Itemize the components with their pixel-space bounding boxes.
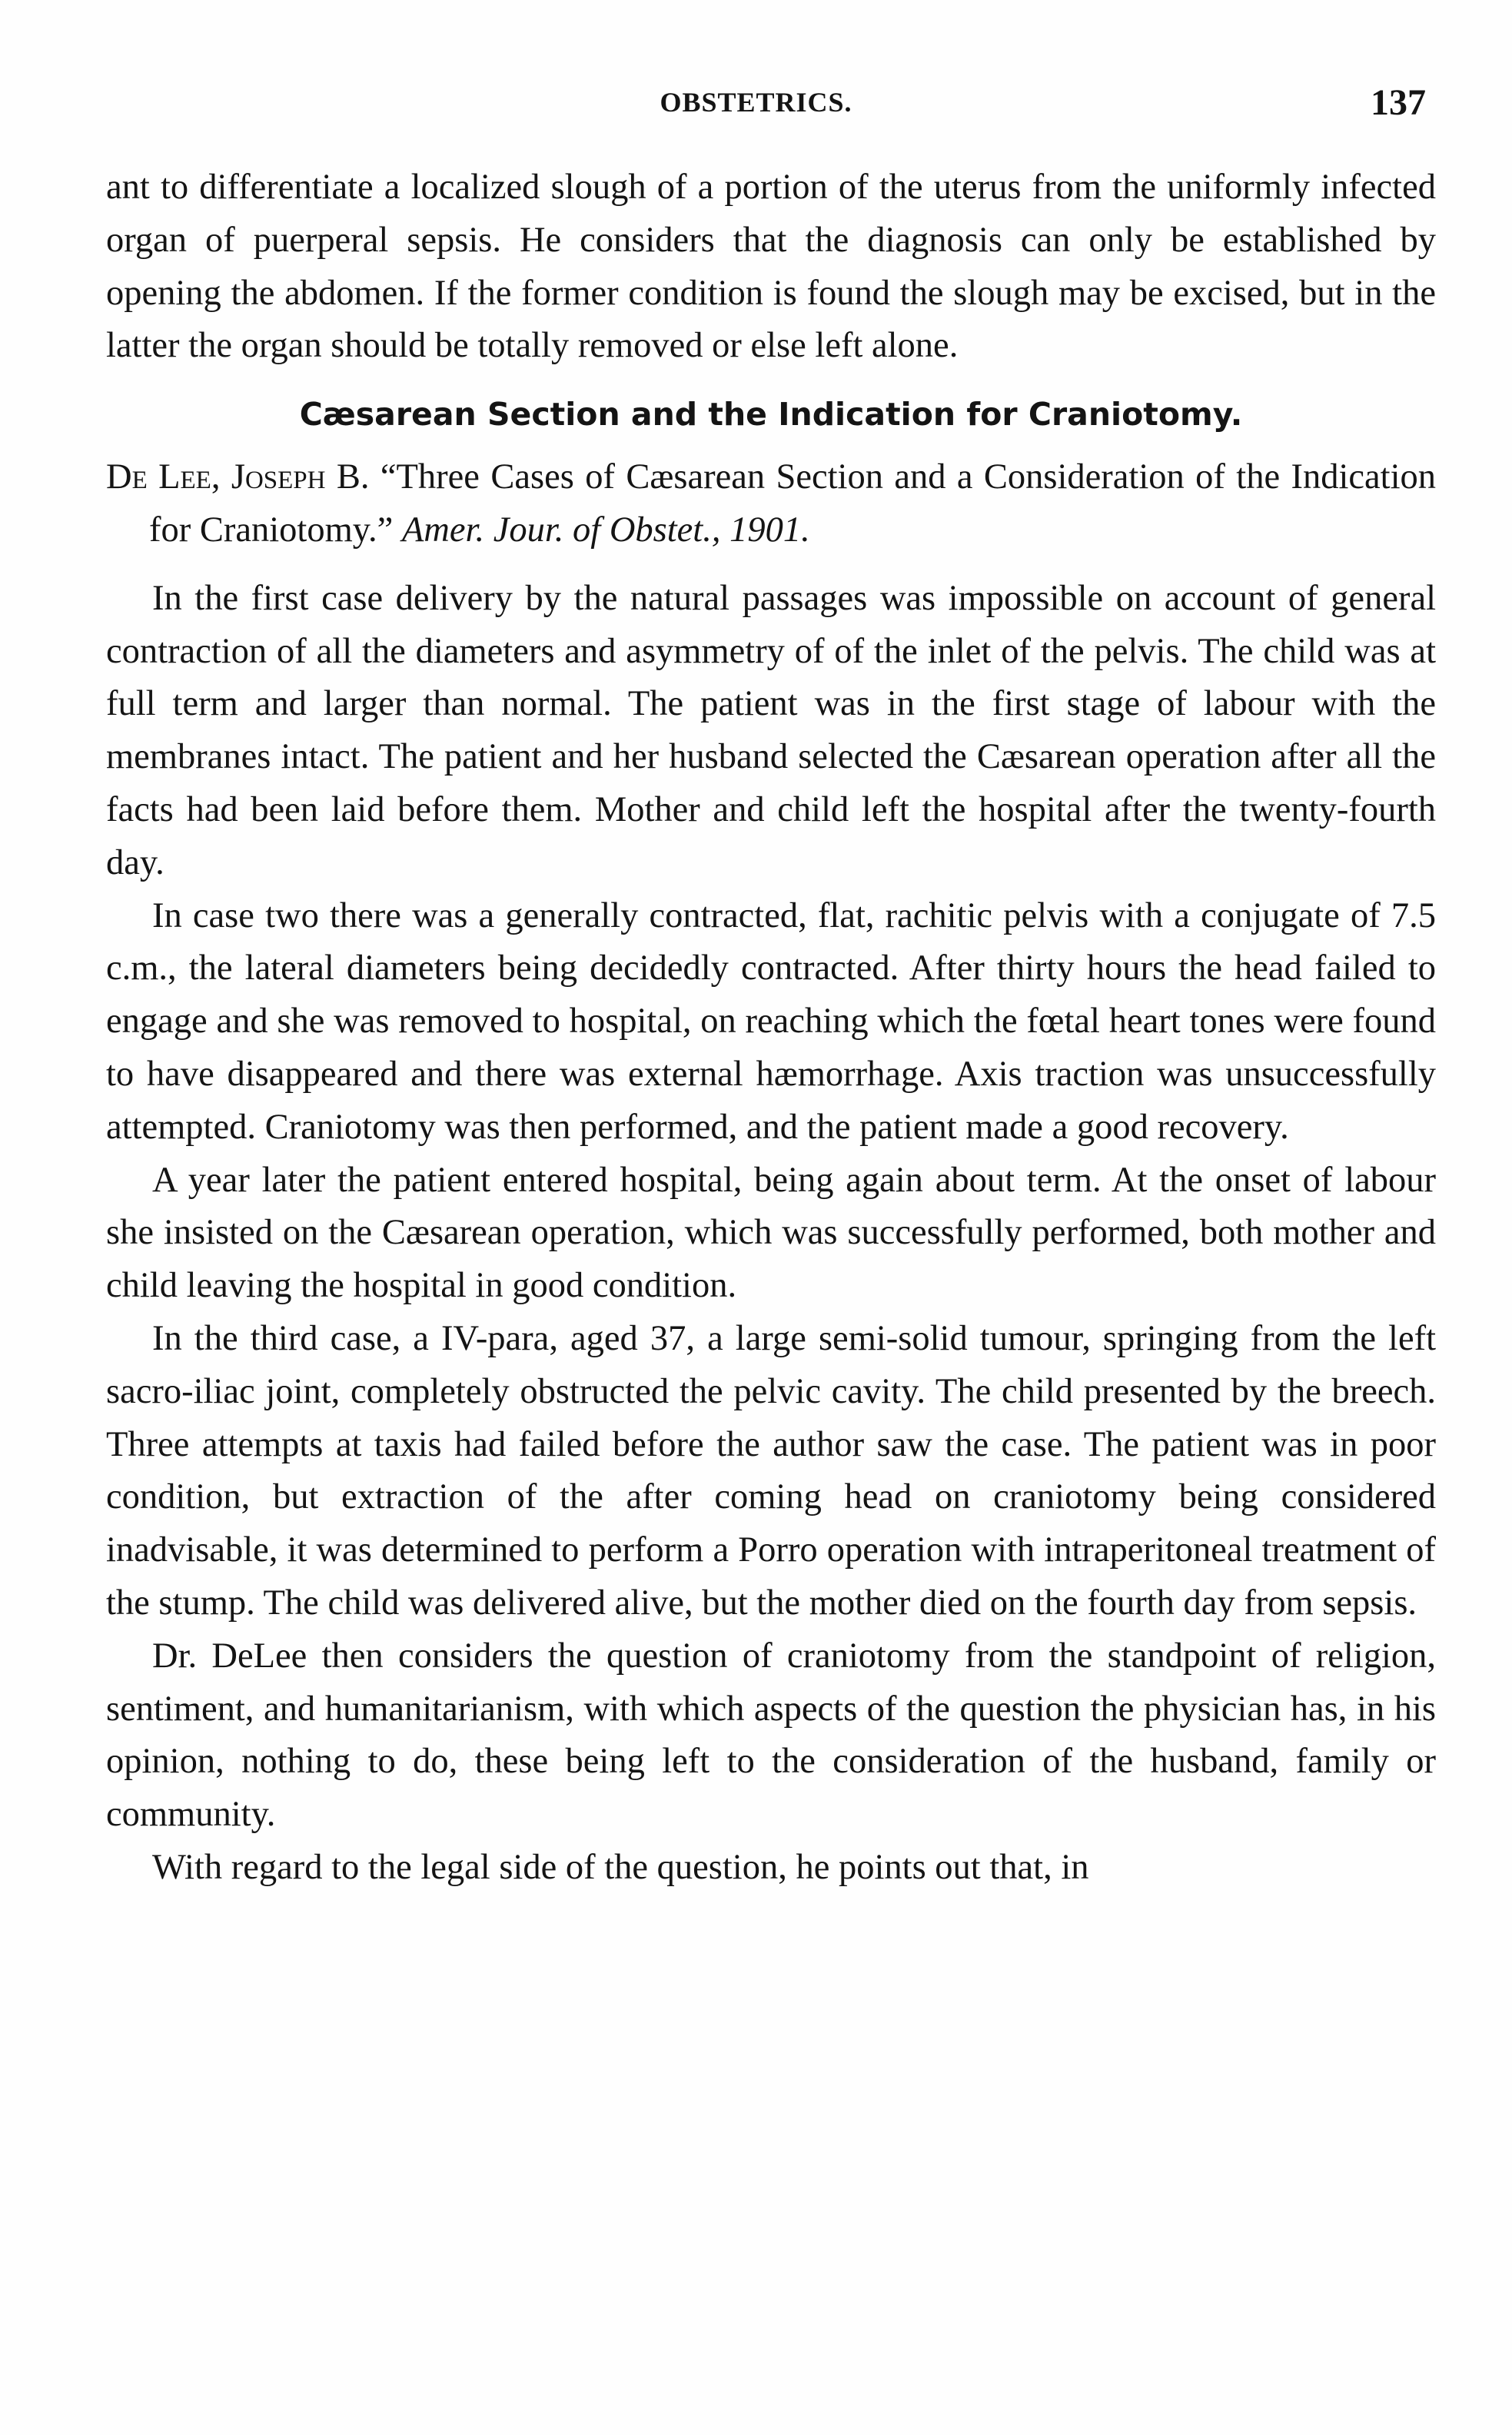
paragraph-case-one: In the first case delivery by the natural passages was impossible on account of general contraction of all the diameters and asymmetry of of the inlet of the pelvis. The child was at full term and larger than normal. The patient was in the first stage of labour with the membranes intact. The patient and her husband selected the Cæsarean operation after all the facts had been laid before them. Mother and child left the hospital after the twenty-fourth day. xyxy=(106,578,1436,882)
section-heading: Cæsarean Section and the Indication for Craniotomy. xyxy=(299,396,1243,434)
running-title: OBSTETRICS. xyxy=(660,87,852,118)
paragraph-year-later: A year later the patient entered hospital, being again about term. At the onset of labour she insisted on the Cæsarean operation, which was successfully performed, both mother and child leaving the hospital in good condition. xyxy=(106,1160,1436,1306)
paragraph-craniotomy-question: Dr. DeLee then considers the question of craniotomy from the standpoint of religion, sentiment, and humanitarianism, with which aspects of the question the physician has, in his opinion, nothing to do, these being left to the consideration of the husband, family or community. xyxy=(106,1636,1436,1835)
citation-title: “Three Cases of Cæsarean Section and a Consideration of the Indication for Craniotomy.” xyxy=(149,457,1436,550)
page-body xyxy=(106,161,1436,1895)
paragraph-continuation: ant to differentiate a localized slough of a portion of the uterus from the uniformly infected organ of puerperal sepsis. He considers that the diagnosis can only be established by opening the abdomen. If the former condition is found the slough may be excised, but in the latter the organ should be totally removed or else left alone. xyxy=(106,168,1436,366)
paragraph-case-two: In case two there was a generally contracted, flat, rachitic pelvis with a conjugate of 7.5 c.m., the lateral diameters being decidedly contracted. After thirty hours the head failed to engage and she was removed to hospital, on reaching which the fœtal heart tones were found to have disappeared and there was external hæmorrhage. Axis traction was unsuccessfully attempted. Craniotomy was then performed, and the patient made a good recovery. xyxy=(106,895,1436,1147)
paragraph-case-three: In the third case, a IV-para, aged 37, a large semi-solid tumour, springing from the left sacro-iliac joint, completely obstructed the pelvic cavity. The child presented by the breech. Three attempts at taxis had failed before the author saw the case. The patient was in poor condition, but extraction of the after coming head on craniotomy being considered inadvisable, it was determined to perform a Porro operation with intraperitoneal treatment of the stump. The child was delivered alive, but the mother died on the fourth day from sepsis. xyxy=(106,1318,1436,1623)
citation-journal: Amer. Jour. of Obstet., 1901. xyxy=(401,510,810,550)
citation xyxy=(106,451,1436,557)
paragraph-legal-side: With regard to the legal side of the question, he points out that, in xyxy=(152,1847,1089,1887)
page-number: 137 xyxy=(1371,82,1426,123)
citation-author: De Lee, Joseph B. xyxy=(106,457,370,497)
